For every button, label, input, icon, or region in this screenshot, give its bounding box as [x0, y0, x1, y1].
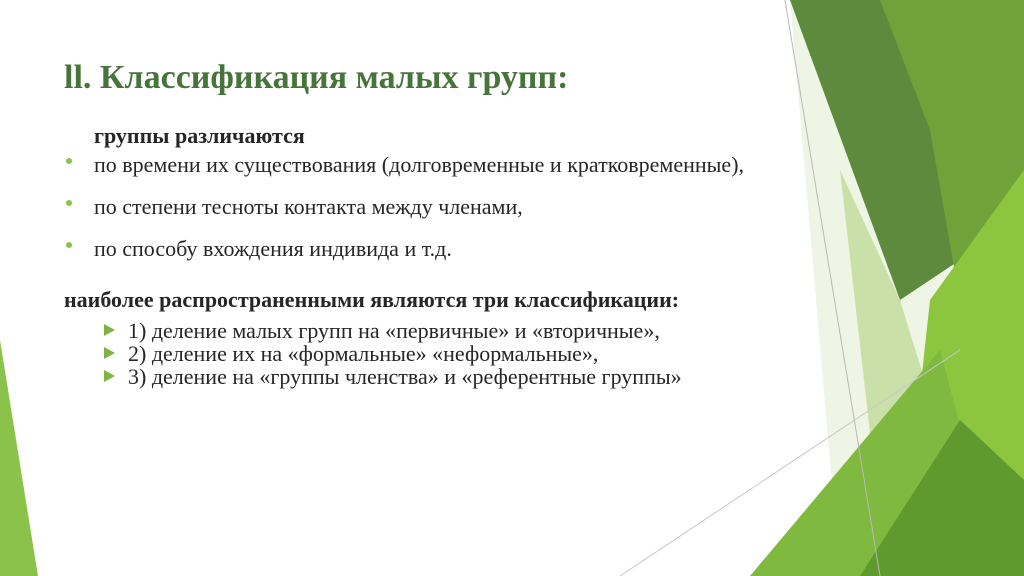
dot-bullet-icon [66, 200, 72, 206]
list-item [104, 343, 772, 365]
list-item-text: 1) деление малых групп на «первичные» и «вторичные», [128, 318, 660, 343]
slide-title: ll. Классификация малых групп: [64, 59, 569, 96]
triangle-arrow-icon [104, 324, 115, 336]
list-item [64, 196, 772, 218]
dot-bullet-icon [66, 242, 72, 248]
list-item [64, 154, 772, 176]
dot-bullet-list [64, 154, 772, 260]
list-item [104, 320, 772, 342]
list-item-text: 2) деление их на «формальные» «неформальные», [128, 341, 599, 366]
arrow-bullet-list [104, 320, 772, 388]
list-item-text: по степени тесноты контакта между членами, [94, 194, 523, 219]
triangle-arrow-icon [104, 347, 115, 359]
list-item-text: по времени их существования (долговременные и кратковременные), [94, 152, 745, 177]
list-item [64, 238, 772, 260]
slide-body [64, 124, 772, 389]
left-green-wedge [0, 340, 38, 576]
subhead-classifications: наиболее распространенными являются три классификации: [64, 287, 680, 312]
subhead-groups-differ: группы различаются [94, 123, 305, 148]
list-item-text: 3) деление на «группы членства» и «референтные группы» [128, 364, 682, 389]
triangle-arrow-icon [104, 370, 115, 382]
dot-bullet-icon [66, 158, 72, 164]
list-item-text: по способу вхождения индивида и т.д. [94, 236, 452, 261]
list-item [104, 366, 772, 388]
